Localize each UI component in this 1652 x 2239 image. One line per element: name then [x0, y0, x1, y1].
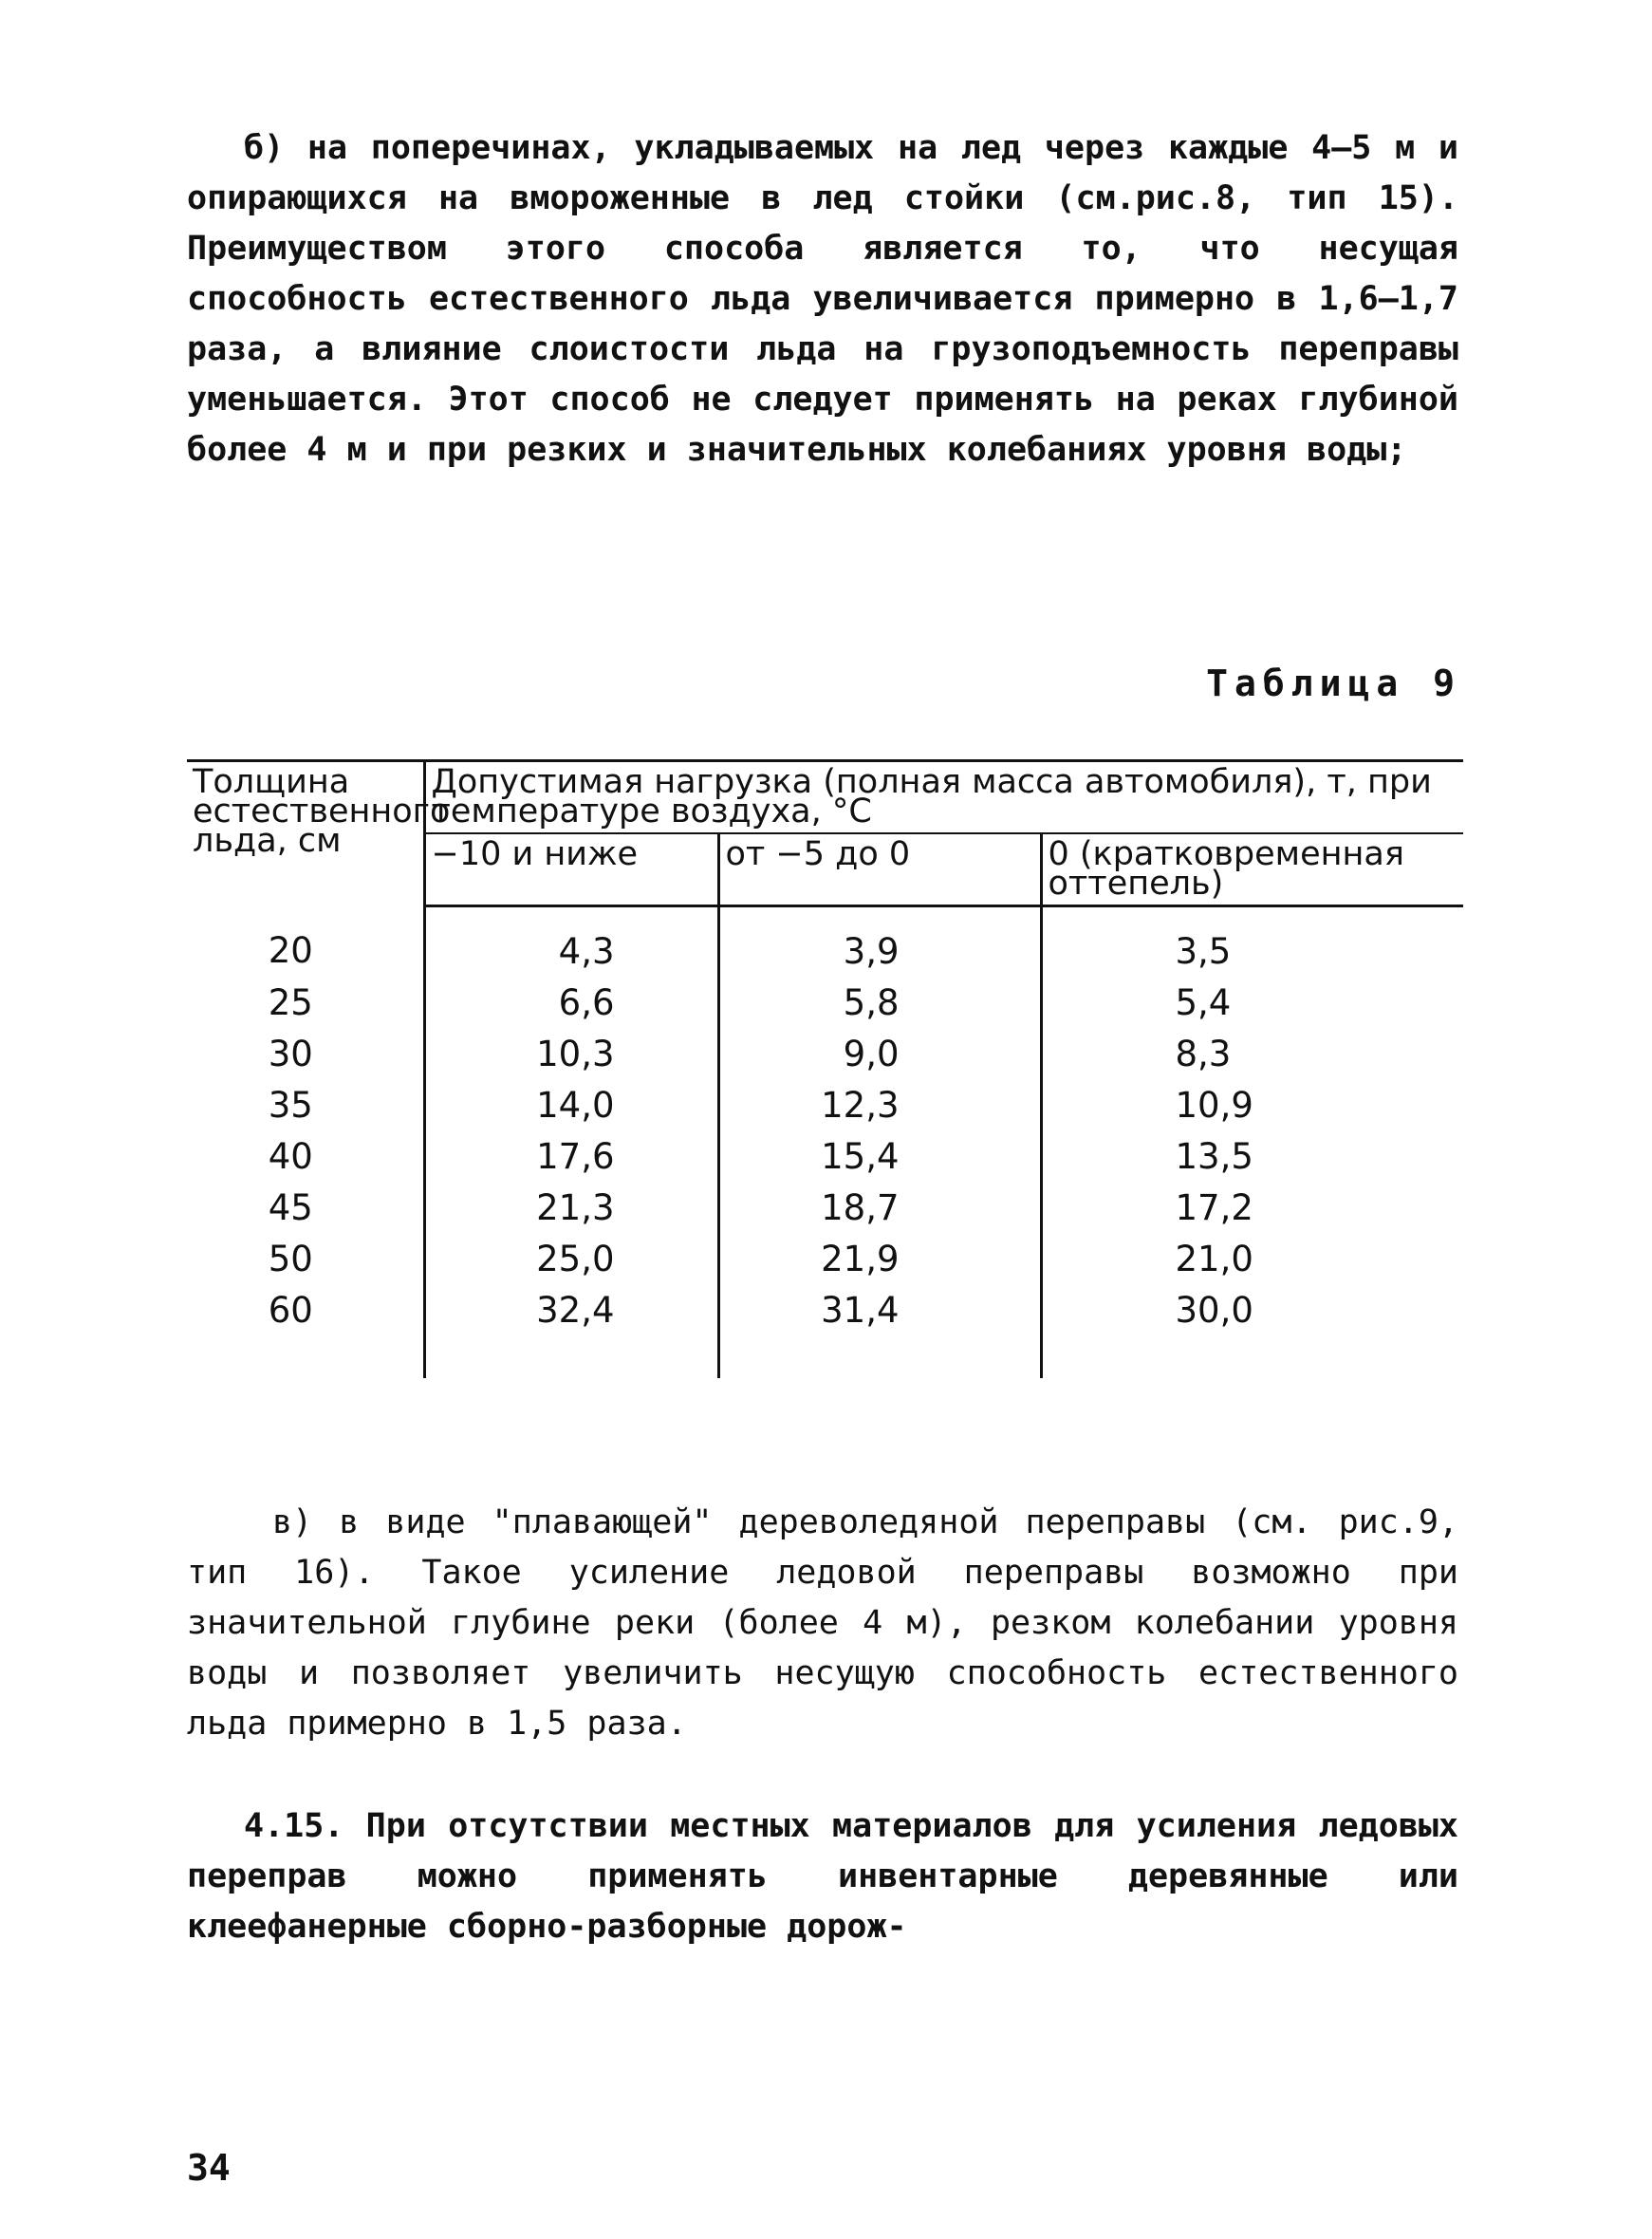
header-allowed-load: Допустимая нагрузка (полная масса автомобиля), т, при температуре воздуха, °С [424, 761, 1463, 834]
cell-load: 12,3 [718, 1080, 1041, 1131]
cell-load: 17,2 [1041, 1183, 1463, 1234]
cell-thickness: 45 [268, 1187, 313, 1228]
cell-load: 17,6 [424, 1131, 718, 1183]
header-temp-minus10: −10 и ниже [424, 833, 718, 906]
header-temp-thaw: 0 (кратковременная оттепель) [1041, 833, 1463, 906]
cell-load: 3,5 [1041, 906, 1463, 979]
page-number: 34 [187, 2147, 231, 2189]
table-row [187, 1080, 1463, 1131]
cell-load: 30,0 [1041, 1285, 1463, 1378]
cell-load: 25,0 [424, 1234, 718, 1285]
cell-load: 21,0 [1041, 1234, 1463, 1285]
cell-load: 31,4 [718, 1285, 1041, 1378]
cell-load: 21,9 [718, 1234, 1041, 1285]
cell-load: 3,9 [718, 906, 1041, 979]
cell-thickness: 40 [268, 1136, 313, 1177]
table-row [187, 978, 1463, 1029]
cell-load: 6,6 [424, 978, 718, 1029]
cell-load: 21,3 [424, 1183, 718, 1234]
cell-load: 14,0 [424, 1080, 718, 1131]
cell-load: 15,4 [718, 1131, 1041, 1183]
paragraph-4-15: 4.15. При отсутствии местных материалов для усиления ледовых переправ можно применять инвентарные деревянные или клеефанерные сборно-разборные дорож- [187, 1807, 1458, 1946]
cell-load: 9,0 [718, 1029, 1041, 1080]
header-temp-minus5-0: от −5 до 0 [718, 833, 1041, 906]
paragraph-c: в) в виде "плавающей" дереволедяной переправы (см. рис.9, тип 16). Такое усиление ледовой переправы возможно при значительной глубине реки (более 4 м), резком колебании уровня воды и позволяет увеличить несущую способность естественного льда примерно в 1,5 раза. [187, 1503, 1458, 1743]
load-table [187, 759, 1463, 1378]
cell-thickness: 20 [268, 930, 313, 972]
cell-thickness: 30 [268, 1034, 313, 1074]
table-row [187, 1183, 1463, 1234]
cell-load: 5,4 [1041, 978, 1463, 1029]
table-row [187, 1285, 1463, 1378]
cell-thickness: 50 [268, 1239, 313, 1279]
cell-thickness: 25 [268, 982, 313, 1023]
cell-load: 10,9 [1041, 1080, 1463, 1131]
cell-load: 18,7 [718, 1183, 1041, 1234]
cell-load: 32,4 [424, 1285, 718, 1378]
table-row [187, 1234, 1463, 1285]
table-row [187, 1029, 1463, 1080]
table-row [187, 906, 1463, 979]
cell-load: 4,3 [424, 906, 718, 979]
cell-load: 8,3 [1041, 1029, 1463, 1080]
header-ice-thickness: Толщина естественного льда, см [187, 761, 424, 906]
cell-thickness: 35 [268, 1085, 313, 1126]
table-caption: Таблица 9 [1206, 662, 1461, 704]
paragraph-b: б) на поперечинах, укладываемых на лед через каждые 4–5 м и опирающихся на вмороженные в лед стойки (см.рис.8, тип 15). Преимуществом этого способа является то, что несущая способность естественного льда увеличивается примерно в 1,6–1,7 раза, а влияние слоистости льда на грузоподъемность переправы уменьшается. Этот способ не следует применять на реках глубиной более 4 м и при резких и значительных колебаниях уровня воды; [187, 129, 1458, 469]
cell-thickness: 60 [268, 1290, 313, 1331]
table-row [187, 1131, 1463, 1183]
cell-load: 10,3 [424, 1029, 718, 1080]
cell-load: 5,8 [718, 978, 1041, 1029]
cell-load: 13,5 [1041, 1131, 1463, 1183]
